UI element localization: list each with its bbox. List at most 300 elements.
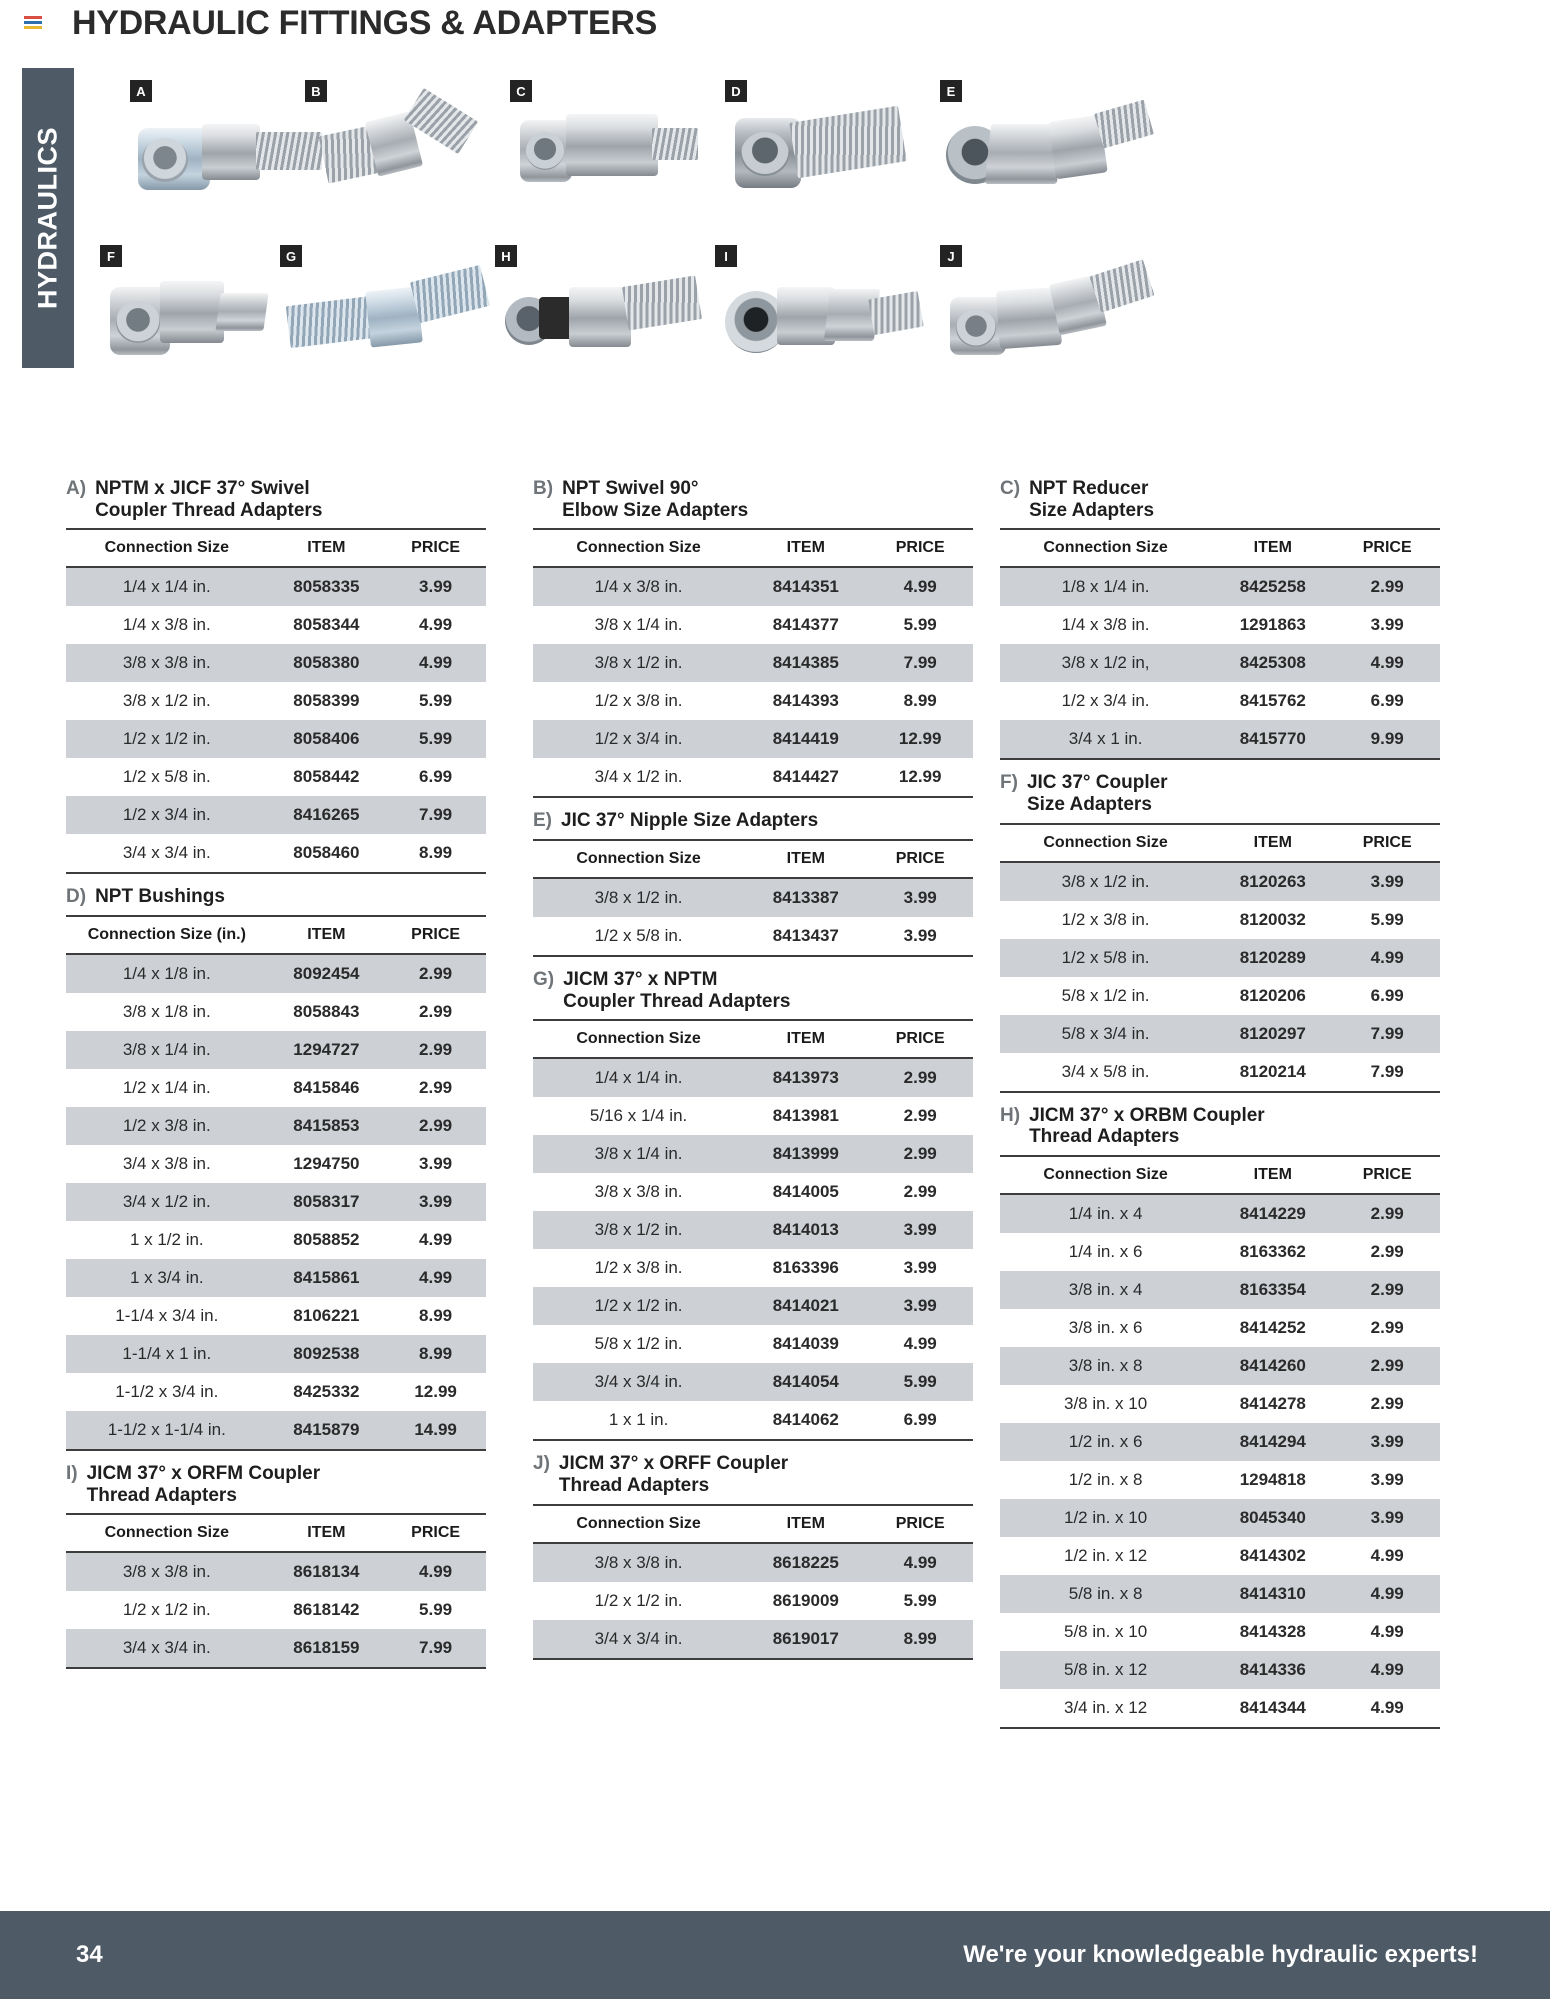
cell-size: 1/4 in. x 6 (1000, 1233, 1211, 1271)
section-title-line2-a: Coupler Thread Adapters (95, 499, 323, 521)
section-title-line1-j: JICM 37° x ORFF Coupler (558, 1453, 789, 1475)
cell-item: 8058406 (268, 720, 386, 758)
cell-price: 4.99 (1334, 939, 1440, 977)
section-tab-label: HYDRAULICS (32, 126, 63, 310)
cell-size: 1/4 x 1/4 in. (533, 1058, 744, 1097)
table-row (66, 606, 486, 644)
table-header-row (66, 1514, 486, 1552)
figure-badge-j: J (940, 245, 962, 267)
cell-price: 2.99 (385, 1031, 486, 1069)
cell-item: 8413437 (744, 917, 867, 956)
cell-size: 1/2 x 3/4 in. (533, 720, 744, 758)
section-title-line2-g: Coupler Thread Adapters (563, 990, 791, 1012)
cell-price: 4.99 (385, 1221, 486, 1259)
cell-price: 4.99 (385, 1552, 486, 1591)
cell-item: 8058380 (268, 644, 386, 682)
table-row (533, 682, 973, 720)
table-row (1000, 1385, 1440, 1423)
price-table-j (533, 1504, 973, 1660)
table-section-a (66, 470, 486, 874)
price-table-a (66, 528, 486, 874)
cell-price: 6.99 (1334, 682, 1440, 720)
fitting-c-bore (526, 132, 564, 170)
cell-size: 3/4 x 3/4 in. (66, 834, 268, 873)
table-row (533, 567, 973, 606)
table-column-left (66, 470, 486, 1673)
table-header-row (1000, 824, 1440, 862)
section-letter-i: I) (66, 1462, 78, 1484)
hamburger-icon[interactable] (24, 16, 42, 29)
table-row (1000, 1271, 1440, 1309)
table-row (66, 1411, 486, 1450)
fitting-d-thread (789, 106, 906, 179)
cell-size: 1-1/4 x 3/4 in. (66, 1297, 268, 1335)
table-section-j (533, 1445, 973, 1659)
cell-size: 3/8 x 1/2 in. (533, 1211, 744, 1249)
cell-item: 1294818 (1211, 1461, 1334, 1499)
cell-item: 8120289 (1211, 939, 1334, 977)
column-header-price: PRICE (867, 1020, 973, 1058)
cell-item: 8414054 (744, 1363, 867, 1401)
table-row (1000, 1347, 1440, 1385)
fitting-h-thread (622, 275, 702, 330)
table-row (1000, 977, 1440, 1015)
section-heading-a (66, 470, 486, 528)
section-heading-h (1000, 1097, 1440, 1155)
section-title-line2-i: Thread Adapters (86, 1484, 237, 1506)
cell-price: 14.99 (385, 1411, 486, 1450)
table-row (533, 1173, 973, 1211)
section-heading-c (1000, 470, 1440, 528)
section-title-line1-c: NPT Reducer (1029, 478, 1149, 499)
cell-size: 3/4 x 1 in. (1000, 720, 1211, 759)
price-table-i (66, 1513, 486, 1669)
cell-item: 8058852 (268, 1221, 386, 1259)
cell-item: 8414310 (1211, 1575, 1334, 1613)
cell-item: 8414013 (744, 1211, 867, 1249)
cell-item: 8619017 (744, 1620, 867, 1659)
table-row (66, 1221, 486, 1259)
column-header-item: ITEM (744, 1020, 867, 1058)
section-title-d (95, 886, 225, 908)
table-row (1000, 1053, 1440, 1092)
cell-size: 3/4 x 3/4 in. (66, 1629, 268, 1668)
cell-price: 7.99 (867, 644, 973, 682)
product-figure-a (130, 80, 330, 210)
section-title-a (95, 478, 322, 521)
cell-item: 8414419 (744, 720, 867, 758)
cell-price: 2.99 (1334, 1347, 1440, 1385)
cell-item: 8414336 (1211, 1651, 1334, 1689)
cell-price: 3.99 (1334, 1461, 1440, 1499)
cell-item: 8045340 (1211, 1499, 1334, 1537)
cell-price: 2.99 (867, 1173, 973, 1211)
column-header-item: ITEM (1211, 1156, 1334, 1194)
cell-size: 5/8 x 1/2 in. (533, 1325, 744, 1363)
cell-size: 5/16 x 1/4 in. (533, 1097, 744, 1135)
cell-item: 8414393 (744, 682, 867, 720)
table-section-g (533, 961, 973, 1441)
cell-price: 4.99 (867, 1325, 973, 1363)
cell-item: 8618134 (268, 1552, 386, 1591)
cell-price: 7.99 (385, 796, 486, 834)
cell-item: 8414351 (744, 567, 867, 606)
column-header-item: ITEM (744, 840, 867, 878)
cell-size: 1/2 x 3/4 in. (66, 796, 268, 834)
table-row (66, 644, 486, 682)
table-row (533, 1058, 973, 1097)
cell-size: 1/2 in. x 6 (1000, 1423, 1211, 1461)
figure-badge-i: I (715, 245, 737, 267)
product-figure-i (715, 245, 925, 375)
cell-price: 4.99 (385, 1259, 486, 1297)
section-title-line1-h: JICM 37° x ORBM Coupler (1029, 1104, 1265, 1126)
cell-size: 3/8 x 1/2 in. (533, 878, 744, 917)
cell-item: 8163354 (1211, 1271, 1334, 1309)
cell-price: 3.99 (867, 1249, 973, 1287)
table-column-middle (533, 470, 973, 1664)
column-header-price: PRICE (867, 840, 973, 878)
cell-item: 8425332 (268, 1373, 386, 1411)
table-row (1000, 1423, 1440, 1461)
cell-price: 12.99 (867, 720, 973, 758)
cell-price: 2.99 (1334, 567, 1440, 606)
column-header-item: ITEM (1211, 824, 1334, 862)
cell-item: 8415853 (268, 1107, 386, 1145)
cell-size: 3/4 in. x 12 (1000, 1689, 1211, 1728)
cell-price: 5.99 (867, 606, 973, 644)
cell-price: 3.99 (385, 1145, 486, 1183)
cell-size: 1/4 x 3/8 in. (533, 567, 744, 606)
table-row (66, 1031, 486, 1069)
cell-price: 2.99 (1334, 1233, 1440, 1271)
section-title-i (87, 1463, 321, 1506)
cell-price: 3.99 (867, 1211, 973, 1249)
cell-price: 3.99 (867, 917, 973, 956)
cell-item: 8120032 (1211, 901, 1334, 939)
page-footer (0, 1911, 1550, 1999)
table-row (1000, 1233, 1440, 1271)
table-row (533, 878, 973, 917)
cell-size: 1/2 in. x 10 (1000, 1499, 1211, 1537)
cell-item: 8058460 (268, 834, 386, 873)
section-title-line2-h: Thread Adapters (1029, 1126, 1180, 1148)
column-header-size: Connection Size (66, 529, 268, 567)
fitting-c-hex (566, 114, 658, 176)
cell-size: 1/2 x 3/8 in. (1000, 901, 1211, 939)
cell-size: 3/8 x 3/8 in. (66, 644, 268, 682)
column-header-item: ITEM (1211, 529, 1334, 567)
table-row (1000, 1689, 1440, 1728)
cell-price: 4.99 (1334, 1613, 1440, 1651)
table-row (66, 796, 486, 834)
section-title-line1-e: JIC 37° Nipple Size Adapters (561, 810, 819, 832)
table-row (533, 1401, 973, 1440)
cell-size: 3/8 x 3/8 in. (533, 1543, 744, 1582)
figure-badge-d: D (725, 80, 747, 102)
table-section-d (66, 878, 486, 1451)
table-row (533, 1249, 973, 1287)
table-row (66, 1145, 486, 1183)
cell-item: 8058317 (268, 1183, 386, 1221)
section-letter-a: A) (66, 478, 87, 499)
cell-size: 1/2 x 3/8 in. (533, 1249, 744, 1287)
table-row (66, 758, 486, 796)
section-title-h (1029, 1105, 1265, 1148)
column-header-price: PRICE (1334, 1156, 1440, 1194)
cell-price: 4.99 (1334, 1651, 1440, 1689)
cell-item: 8414021 (744, 1287, 867, 1325)
table-header-row (1000, 529, 1440, 567)
product-figure-h (495, 245, 705, 375)
table-row (1000, 1651, 1440, 1689)
cell-size: 1/4 x 1/4 in. (66, 567, 268, 606)
table-row (1000, 1499, 1440, 1537)
cell-item: 8058399 (268, 682, 386, 720)
cell-item: 8106221 (268, 1297, 386, 1335)
cell-price: 8.99 (385, 1335, 486, 1373)
cell-price: 2.99 (385, 993, 486, 1031)
cell-item: 8414260 (1211, 1347, 1334, 1385)
cell-price: 2.99 (385, 1069, 486, 1107)
table-header-row (533, 1020, 973, 1058)
fitting-h-hex (569, 287, 631, 347)
figure-badge-e: E (940, 80, 962, 102)
column-header-size: Connection Size (533, 1505, 744, 1543)
table-row (1000, 1194, 1440, 1233)
cell-item: 8058843 (268, 993, 386, 1031)
table-row (533, 1582, 973, 1620)
section-title-line2-j: Thread Adapters (558, 1474, 710, 1496)
cell-item: 8618142 (268, 1591, 386, 1629)
cell-item: 8092454 (268, 954, 386, 993)
fitting-c-thread (652, 128, 698, 160)
cell-item: 1291863 (1211, 606, 1334, 644)
cell-size: 1 x 1 in. (533, 1401, 744, 1440)
cell-size: 3/8 x 3/8 in. (533, 1173, 744, 1211)
cell-size: 1 x 3/4 in. (66, 1259, 268, 1297)
table-section-h (1000, 1097, 1440, 1729)
cell-item: 8415861 (268, 1259, 386, 1297)
cell-item: 8058335 (268, 567, 386, 606)
cell-item: 8414294 (1211, 1423, 1334, 1461)
cell-size: 1/4 in. x 4 (1000, 1194, 1211, 1233)
cell-price: 3.99 (385, 1183, 486, 1221)
cell-price: 4.99 (385, 606, 486, 644)
price-table-d (66, 915, 486, 1451)
cell-size: 1/2 x 5/8 in. (66, 758, 268, 796)
cell-size: 1/2 x 1/2 in. (533, 1582, 744, 1620)
cell-size: 3/4 x 3/4 in. (533, 1363, 744, 1401)
table-row (66, 1297, 486, 1335)
table-row (66, 720, 486, 758)
cell-item: 8415879 (268, 1411, 386, 1450)
section-tab-hydraulics (22, 68, 74, 368)
table-row (533, 1620, 973, 1659)
cell-price: 4.99 (1334, 644, 1440, 682)
cell-price: 3.99 (1334, 862, 1440, 901)
table-header-row (533, 529, 973, 567)
cell-price: 5.99 (867, 1363, 973, 1401)
section-title-line1-i: JICM 37° x ORFM Coupler (86, 1462, 321, 1484)
table-row (66, 1259, 486, 1297)
cell-item: 1294750 (268, 1145, 386, 1183)
section-title-b (562, 478, 748, 521)
section-title-line1-b: NPT Swivel 90° (562, 478, 699, 499)
column-header-size: Connection Size (1000, 824, 1211, 862)
fitting-i-thread (868, 291, 923, 335)
cell-price: 3.99 (1334, 1499, 1440, 1537)
cell-size: 1/8 x 1/4 in. (1000, 567, 1211, 606)
cell-item: 8413387 (744, 878, 867, 917)
cell-size: 5/8 in. x 12 (1000, 1651, 1211, 1689)
cell-item: 8414252 (1211, 1309, 1334, 1347)
cell-size: 1/4 x 3/8 in. (66, 606, 268, 644)
section-heading-b (533, 470, 973, 528)
section-heading-f (1000, 764, 1440, 822)
table-row (1000, 1461, 1440, 1499)
cell-item: 8414427 (744, 758, 867, 797)
section-heading-g (533, 961, 973, 1019)
cell-price: 7.99 (385, 1629, 486, 1668)
table-header-row (66, 529, 486, 567)
price-table-g (533, 1019, 973, 1441)
cell-item: 8414229 (1211, 1194, 1334, 1233)
cell-size: 3/8 x 1/2 in. (533, 644, 744, 682)
table-column-right (1000, 470, 1440, 1733)
cell-item: 8120206 (1211, 977, 1334, 1015)
section-title-line2-c: Size Adapters (1029, 499, 1155, 521)
section-title-line1-g: JICM 37° x NPTM (563, 968, 718, 990)
cell-price: 2.99 (867, 1097, 973, 1135)
table-header-row (533, 840, 973, 878)
fitting-g-left-thread (286, 296, 376, 348)
cell-price: 5.99 (385, 1591, 486, 1629)
cell-size: 3/8 in. x 10 (1000, 1385, 1211, 1423)
section-letter-j: J) (533, 1453, 550, 1475)
table-row (66, 1373, 486, 1411)
cell-item: 8414302 (1211, 1537, 1334, 1575)
cell-size: 1/2 x 3/4 in. (1000, 682, 1211, 720)
section-title-e (561, 810, 818, 832)
cell-size: 1/2 x 5/8 in. (533, 917, 744, 956)
cell-size: 5/8 x 1/2 in. (1000, 977, 1211, 1015)
table-row (66, 1629, 486, 1668)
cell-size: 3/8 x 1/2 in, (1000, 644, 1211, 682)
product-figure-c (510, 80, 710, 210)
column-header-size: Connection Size (66, 1514, 268, 1552)
section-title-line2-b: Elbow Size Adapters (562, 499, 749, 521)
table-section-e (533, 802, 973, 957)
page-title: HYDRAULIC FITTINGS & ADAPTERS (72, 4, 658, 42)
cell-size: 1-1/2 x 3/4 in. (66, 1373, 268, 1411)
table-row (533, 1363, 973, 1401)
column-header-price: PRICE (867, 529, 973, 567)
table-row (66, 567, 486, 606)
price-table-b (533, 528, 973, 798)
cell-item: 8120214 (1211, 1053, 1334, 1092)
cell-price: 5.99 (1334, 901, 1440, 939)
product-figure-g (280, 245, 490, 375)
section-heading-d (66, 878, 486, 915)
fitting-j-thread (1089, 259, 1154, 312)
column-header-price: PRICE (385, 1514, 486, 1552)
column-header-size: Connection Size (1000, 1156, 1211, 1194)
cell-item: 8058344 (268, 606, 386, 644)
cell-size: 1/4 x 1/8 in. (66, 954, 268, 993)
table-row (533, 1287, 973, 1325)
cell-item: 8414385 (744, 644, 867, 682)
cell-size: 3/8 x 1/4 in. (66, 1031, 268, 1069)
section-title-line1-a: NPTM x JICF 37° Swivel (95, 478, 310, 499)
section-heading-j (533, 1445, 973, 1503)
cell-price: 2.99 (385, 954, 486, 993)
table-row (1000, 939, 1440, 977)
cell-item: 8414278 (1211, 1385, 1334, 1423)
cell-size: 3/8 in. x 8 (1000, 1347, 1211, 1385)
fitting-d-bore (741, 132, 789, 176)
cell-price: 5.99 (385, 682, 486, 720)
cell-size: 1/2 x 1/2 in. (533, 1287, 744, 1325)
table-row (1000, 1015, 1440, 1053)
fitting-f-bore (116, 301, 160, 343)
cell-price: 8.99 (385, 1297, 486, 1335)
section-letter-g: G) (533, 968, 555, 990)
column-header-size: Connection Size (533, 1020, 744, 1058)
cell-size: 3/8 x 1/2 in. (1000, 862, 1211, 901)
table-section-f (1000, 764, 1440, 1092)
cell-item: 8414328 (1211, 1613, 1334, 1651)
table-row (533, 644, 973, 682)
cell-price: 7.99 (1334, 1053, 1440, 1092)
fitting-j-bore (956, 309, 996, 347)
cell-size: 3/4 x 3/8 in. (66, 1145, 268, 1183)
cell-price: 3.99 (1334, 1423, 1440, 1461)
cell-item: 8415762 (1211, 682, 1334, 720)
cell-price: 6.99 (385, 758, 486, 796)
cell-price: 2.99 (1334, 1271, 1440, 1309)
cell-size: 1/2 x 1/2 in. (66, 720, 268, 758)
table-row (533, 1325, 973, 1363)
cell-item: 8416265 (268, 796, 386, 834)
section-title-line1-d: NPT Bushings (95, 886, 225, 908)
table-row (66, 1335, 486, 1373)
table-row (1000, 1613, 1440, 1651)
table-row (533, 917, 973, 956)
section-letter-d: D) (66, 886, 87, 908)
section-heading-i (66, 1455, 486, 1513)
cell-item: 8092538 (268, 1335, 386, 1373)
cell-item: 8618225 (744, 1543, 867, 1582)
page-header (0, 0, 1550, 60)
cell-item: 8414039 (744, 1325, 867, 1363)
cell-price: 12.99 (867, 758, 973, 797)
fitting-f-hex (160, 281, 224, 343)
cell-size: 1 x 1/2 in. (66, 1221, 268, 1259)
column-header-item: ITEM (744, 1505, 867, 1543)
cell-price: 5.99 (385, 720, 486, 758)
table-row (66, 1107, 486, 1145)
page-number: 34 (76, 1941, 103, 1968)
cell-item: 8414005 (744, 1173, 867, 1211)
figure-badge-f: F (100, 245, 122, 267)
table-row (533, 1097, 973, 1135)
cell-item: 8414377 (744, 606, 867, 644)
cell-size: 5/8 in. x 8 (1000, 1575, 1211, 1613)
table-row (66, 1552, 486, 1591)
figure-badge-h: H (495, 245, 517, 267)
section-letter-f: F) (1000, 772, 1018, 794)
